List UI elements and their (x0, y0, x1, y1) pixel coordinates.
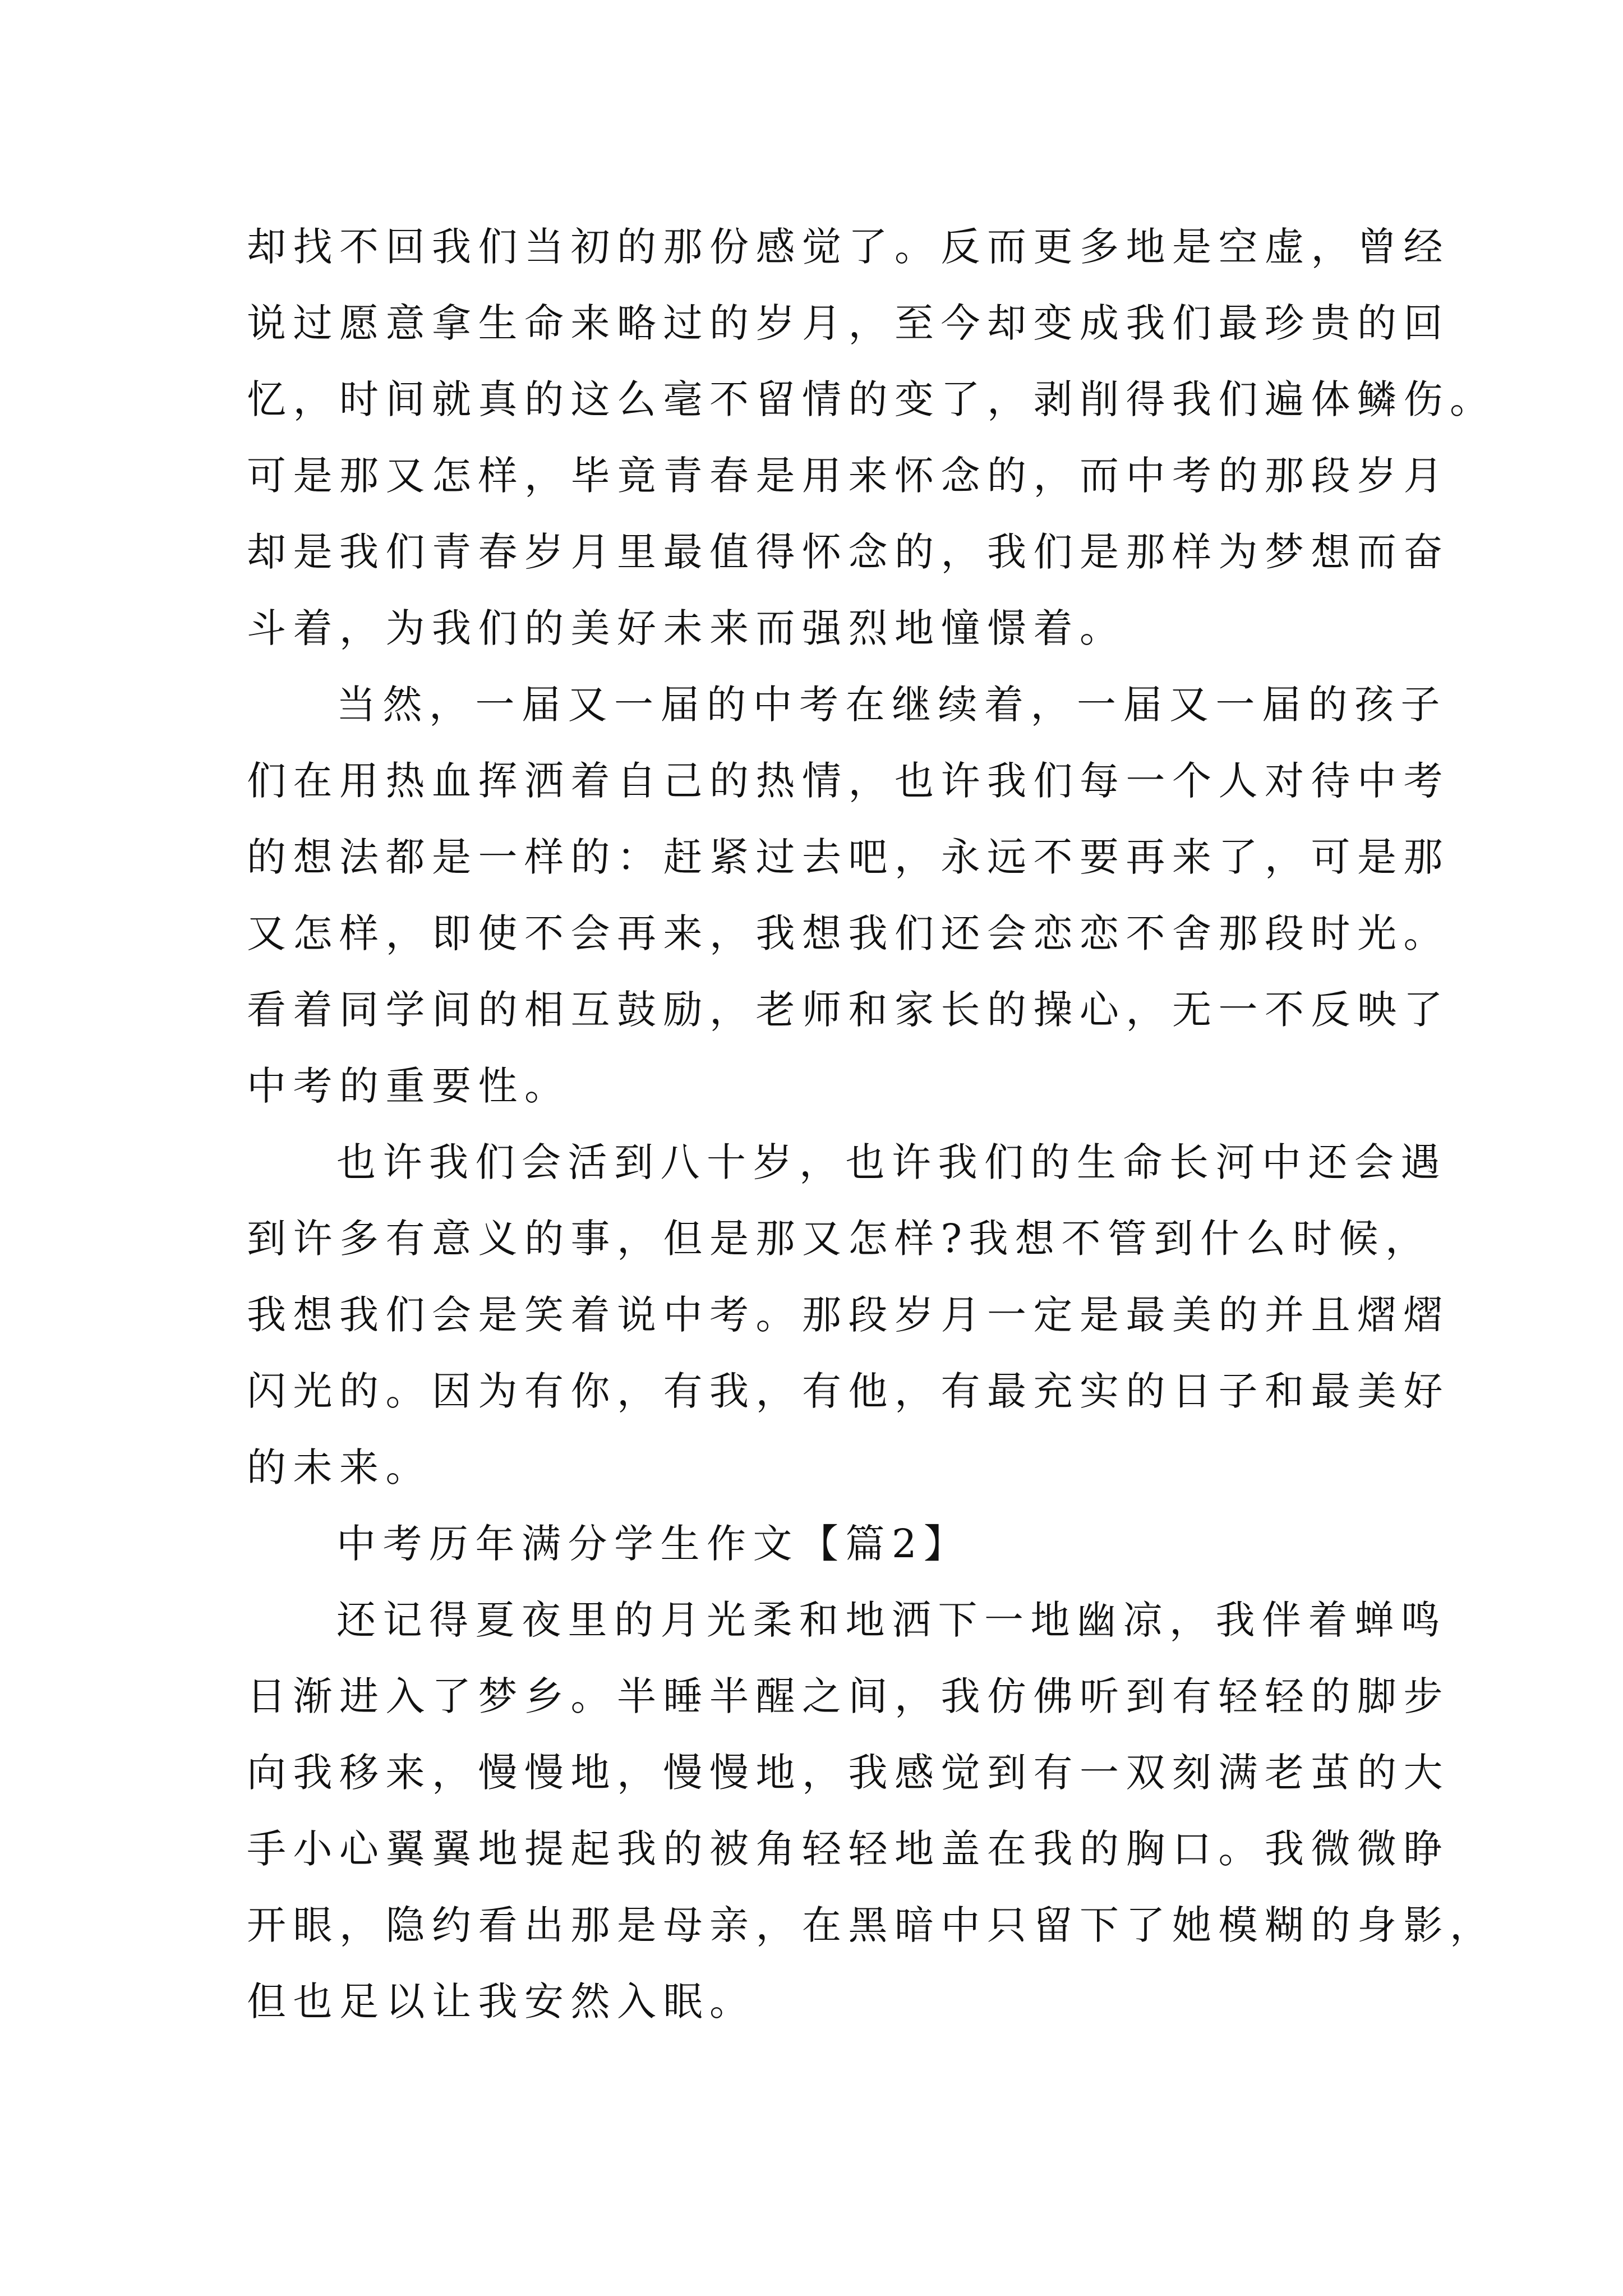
text-line: 中考的重要性。 (247, 1063, 571, 1109)
text-line: 向我移来，慢慢地，慢慢地，我感觉到有一双刻满老茧的大 (247, 1750, 1450, 1796)
text-line: 看着同学间的相互鼓励，老师和家长的操心，无一不反映了 (247, 987, 1450, 1033)
text-line: 也许我们会活到八十岁，也许我们的生命长河中还会遇 (336, 1139, 1447, 1185)
text-line: 还记得夏夜里的月光柔和地洒下一地幽凉，我伴着蝉鸣 (336, 1597, 1447, 1643)
text-line: 日渐进入了梦乡。半睡半醒之间，我仿佛听到有轻轻的脚步 (247, 1673, 1450, 1719)
text-line: 到许多有意义的事，但是那又怎样?我想不管到什么时候， (247, 1216, 1432, 1262)
text-line: 的未来。 (247, 1444, 432, 1490)
text-line: 我想我们会是笑着说中考。那段岁月一定是最美的并且熠熠 (247, 1292, 1450, 1338)
section-heading: 中考历年满分学生作文【篇2】 (336, 1521, 970, 1567)
text-line: 说过愿意拿生命来略过的岁月，至今却变成我们最珍贵的回 (247, 300, 1450, 346)
text-line: 们在用热血挥洒着自己的热情，也许我们每一个人对待中考 (247, 758, 1450, 804)
text-line: 开眼，隐约看出那是母亲，在黑暗中只留下了她模糊的身影， (247, 1902, 1496, 1948)
text-line: 却是我们青春岁月里最值得怀念的，我们是那样为梦想而奋 (247, 529, 1450, 575)
text-line: 可是那又怎样，毕竟青春是用来怀念的，而中考的那段岁月 (247, 453, 1450, 499)
text-line: 手小心翼翼地提起我的被角轻轻地盖在我的胸口。我微微睁 (247, 1826, 1450, 1872)
text-line: 闪光的。因为有你，有我，有他，有最充实的日子和最美好 (247, 1368, 1450, 1414)
text-line: 却找不回我们当初的那份感觉了。反而更多地是空虚，曾经 (247, 224, 1450, 270)
text-line: 忆，时间就真的这么毫不留情的变了，剥削得我们遍体鳞伤。 (247, 376, 1496, 422)
text-line: 当然，一届又一届的中考在继续着，一届又一届的孩子 (336, 682, 1447, 728)
text-line: 又怎样，即使不会再来，我想我们还会恋恋不舍那段时光。 (247, 910, 1450, 956)
text-line: 但也足以让我安然入眠。 (247, 1978, 756, 2024)
text-line: 的想法都是一样的：赶紧过去吧，永远不要再来了，可是那 (247, 834, 1450, 880)
text-line: 斗着，为我们的美好未来而强烈地憧憬着。 (247, 605, 1126, 651)
